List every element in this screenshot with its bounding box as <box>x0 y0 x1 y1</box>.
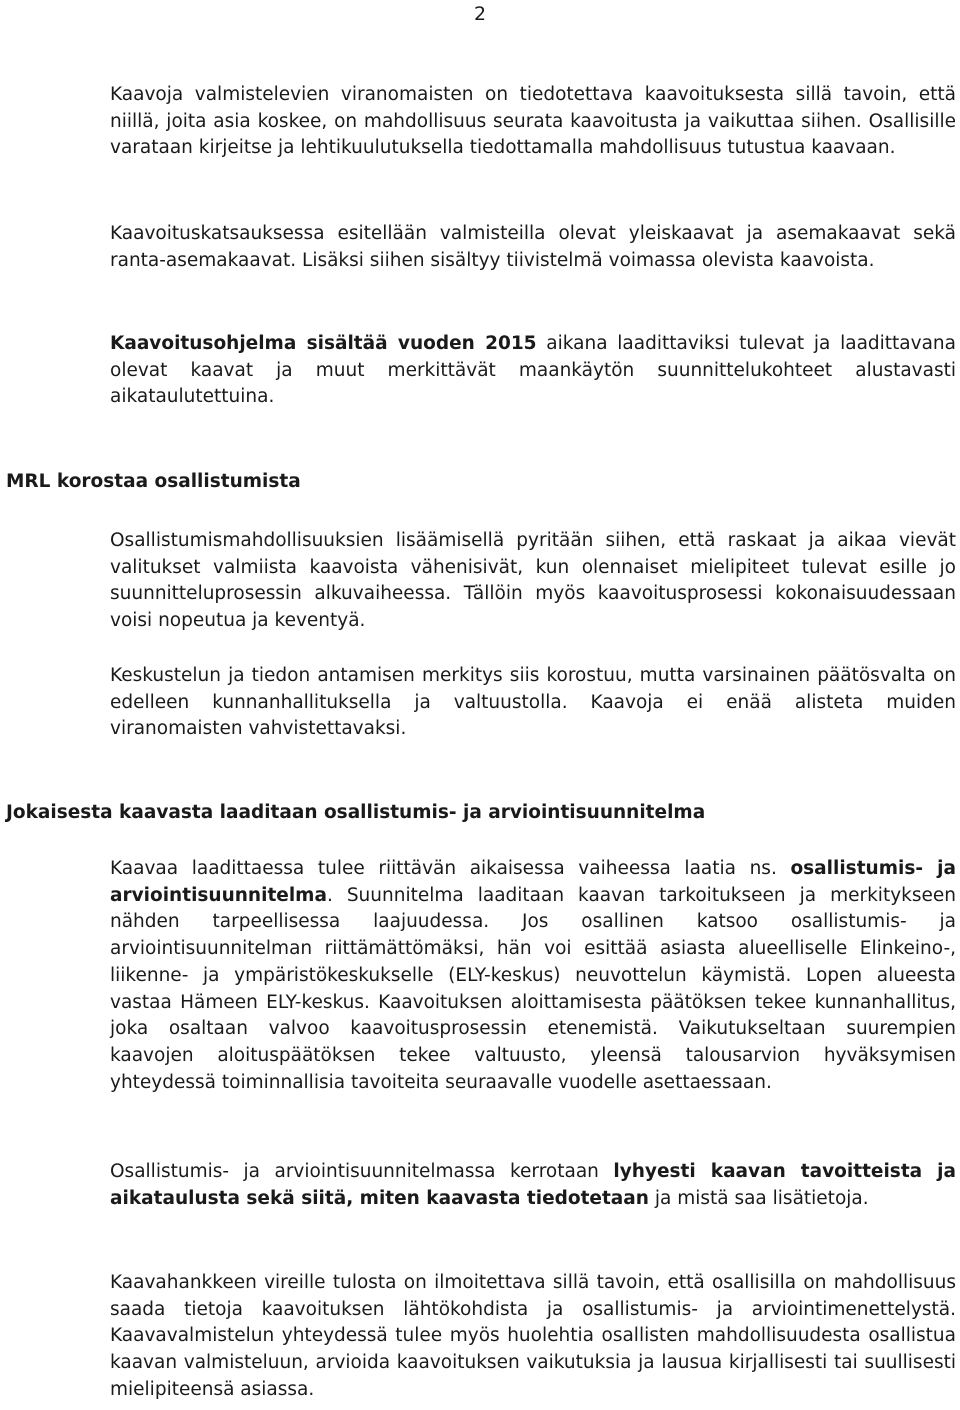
heading-participation: MRL korostaa osallistumista <box>6 471 301 492</box>
paragraph-planning-program <box>110 331 956 411</box>
participation-plan-text-b: . Suunnitelma laaditaan kaavan tarkoitukseen ja merkitykseen nähden tarpeellisessa laajuudessa. Jos osallinen katsoo osallistumis- ja arviointisuunnitelman riittämättömäksi, hän voi esittää asiasta alueelliselle Elinkeino-, liikenne- ja ympäristökeskukselle (ELY-keskus) neuvottelun käymistä. Lopen alueesta vastaa Hämeen ELY-keskus. Kaavoituksen aloittamisesta päätöksen tekee kunnanhallitus, joka osaltaan valvoo kaavoitusprosessin etenemistä. Vaikutukseltaan suurempien kaavojen aloituspäätöksen tekee valtuusto, yleensä talousarvion hyväksymisen yhteydessä toiminnallisia tavoiteita seuraavalle vuodelle asettaessaan. <box>110 884 956 1093</box>
participation-plan-text-a: Kaavaa laadittaessa tulee riittävän aikaisessa vaiheessa laatia ns. <box>110 858 791 879</box>
paragraph-participation-benefits: Osallistumismahdollisuuksien lisäämisellä pyritään siihen, että raskaat ja aikaa vievät valitukset valmiista kaavoista vähenisivät, kun olennaiset mielipiteet tulevat esille jo suunnitteluprosessin alkuvaiheessa. Tällöin myös kaavoitusprosessi kokonaisuudessaan voisi nopeutua ja keventyä. <box>110 530 956 632</box>
plan-contents-text-a: Osallistumis- ja arviointisuunnitelmassa kerrotaan <box>110 1161 614 1182</box>
participation-plan-emphasis: osallistumis- ja arviointisuunnitelma <box>110 858 957 906</box>
heading-participation-plan: Jokaisesta kaavasta laaditaan osallistumis- ja arviointisuunnitelma <box>6 802 706 823</box>
plan-contents-text-b: ja mistä saa lisätietoja. <box>648 1187 869 1209</box>
paragraph-notification-duty: Kaavoja valmistelevien viranomaisten on tiedotettava kaavoituksesta sillä tavoin, että niillä, joita asia koskee, on mahdollisuus seurata kaavoitusta ja vaikuttaa siihen. Osallisille varataan kirjeitse ja lehtikuulutuksella tiedottamalla mahdollisuus tutustua kaavaan. <box>110 84 956 159</box>
page-number: 2 <box>473 3 487 25</box>
paragraph-planning-review: Kaavoituskatsauksessa esitellään valmisteilla olevat yleiskaavat ja asemakaavat sekä ranta-asemakaavat. Lisäksi siihen sisältyy tiivistelmä voimassa olevista kaavoista. <box>110 223 956 271</box>
paragraph-plan-contents <box>110 1159 956 1212</box>
paragraph-decision-power: Keskustelun ja tiedon antamisen merkitys siis korostuu, mutta varsinainen päätösvalta on edelleen kunnanhallituksella ja valtuustolla. Kaavoja ei enää alisteta muiden viranomaisten vahvistettavaksi. <box>110 665 956 740</box>
paragraph-participation-plan <box>110 856 956 1096</box>
planning-program-emphasis: Kaavoitusohjelma sisältää vuoden 2015 <box>110 333 537 354</box>
planning-program-text: aikana laadittaviksi tulevat ja laadittavana olevat kaavat ja muut merkittävät maankäytön suunnittelukohteet alustavasti aikataulutettuina. <box>110 333 956 408</box>
paragraph-initiation-notice: Kaavahankkeen vireille tulosta on ilmoitettava sillä tavoin, että osallisilla on mahdollisuus saada tietoja kaavoituksen lähtökohdista ja osallistumis- ja arviointimenettelystä. Kaavavalmistelun yhteydessä tulee myös huolehtia osallisten mahdollisuudesta osallistua kaavan valmisteluun, arvioida kaavoituksen vaikutuksia ja lausua kirjallisesti tai suullisesti mielipiteensä asiassa. <box>110 1272 956 1400</box>
plan-contents-emphasis: lyhyesti kaavan tavoitteista ja aikataulusta sekä siitä, miten kaavasta tiedotetaan <box>110 1161 957 1209</box>
